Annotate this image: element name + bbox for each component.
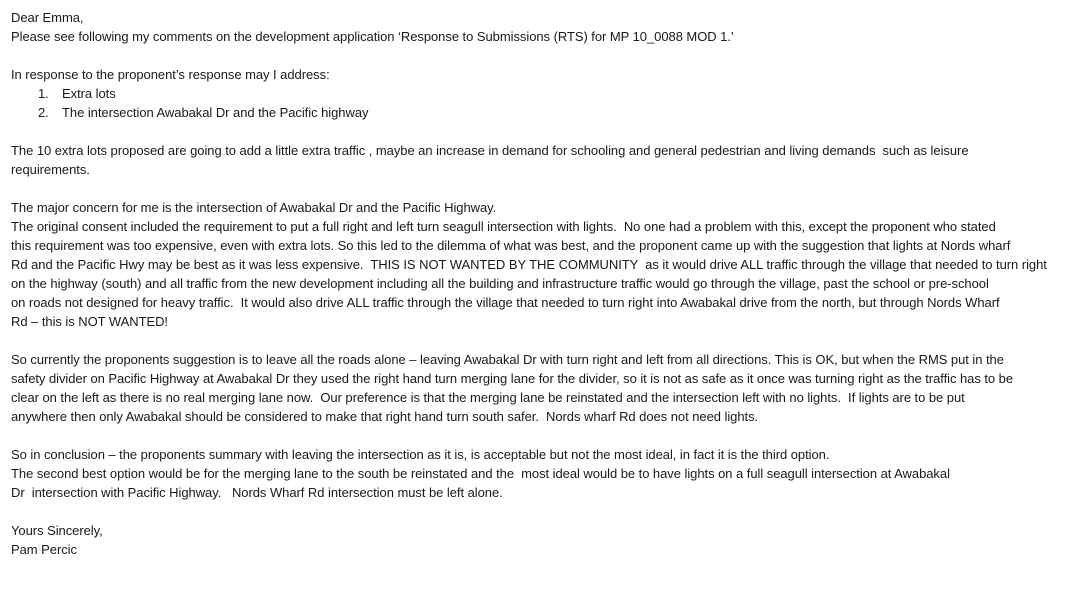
text-line: requirements. — [11, 162, 90, 177]
text-line: The major concern for me is the intersection of Awabakal Dr and the Pacific Highway. — [11, 200, 497, 215]
major-concern-paragraph — [11, 198, 1073, 331]
current-suggestion-paragraph — [11, 350, 1073, 426]
text-line: clear on the left as there is no real merging lane now. Our preference is that the merging lane be reinstated and the intersection left with no lights. If lights are to be put — [11, 390, 965, 405]
text-line: Pam Percic — [11, 542, 77, 557]
text-line: on the highway (south) and all traffic from the new development including all the building and infrastructure traffic would go through the village, past the school or pre-school — [11, 276, 989, 291]
text-line: So in conclusion – the proponents summary with leaving the intersection as it is, is acceptable but not the most ideal, in fact it is the third option. — [11, 447, 830, 462]
conclusion-paragraph — [11, 445, 1073, 502]
list-item-text: The intersection Awabakal Dr and the Pacific highway — [62, 105, 369, 120]
list-item — [11, 84, 1073, 103]
list-item-number: 2. — [38, 105, 49, 120]
text-line: The 10 extra lots proposed are going to add a little extra traffic , maybe an increase in demand for schooling and general pedestrian and living demands such as leisure — [11, 143, 969, 158]
text-line: The original consent included the requirement to put a full right and left turn seagull intersection with lights. No one had a problem with this, except the proponent who stated — [11, 219, 996, 234]
greeting-and-intro — [11, 8, 1073, 46]
text-line: anywhere then only Awabakal should be considered to make that right hand turn south safer. Nords wharf Rd does not need lights. — [11, 409, 759, 424]
text-line: Rd – this is NOT WANTED! — [11, 314, 168, 329]
list-item-number: 1. — [38, 86, 49, 101]
text-line: on roads not designed for heavy traffic. It would also drive ALL traffic through the village that needed to turn right into Awabakal drive from the north, but through Nords Wharf — [11, 295, 1000, 310]
text-line: Dear Emma, — [11, 10, 84, 25]
text-line: this requirement was too expensive, even with extra lots. So this led to the dilemma of what was best, and the proponent came up with the suggestion that lights at Nords wharf — [11, 238, 1011, 253]
extra-lots-paragraph — [11, 141, 1073, 179]
text-line: Please see following my comments on the development application ‘Response to Submissions (RTS) for MP 10_0088 MOD 1.’ — [11, 29, 734, 44]
signature-block — [11, 521, 1073, 559]
list-item-text: Extra lots — [62, 86, 116, 101]
text-line: Rd and the Pacific Hwy may be best as it was less expensive. THIS IS NOT WANTED BY THE COMMUNITY as it would drive ALL traffic through the village that needed to turn right — [11, 257, 1047, 272]
list-item — [11, 103, 1073, 122]
text-line: Dr intersection with Pacific Highway. Nords Wharf Rd intersection must be left alone. — [11, 485, 503, 500]
list-intro-line: In response to the proponent’s response may I address: — [11, 67, 330, 82]
text-line: safety divider on Pacific Highway at Awabakal Dr they used the right hand turn merging lane for the divider, so it is not as safe as it once was turning right as the traffic has to be — [11, 371, 1014, 386]
text-line: Yours Sincerely, — [11, 523, 103, 538]
text-line: So currently the proponents suggestion is to leave all the roads alone – leaving Awabakal Dr with turn right and left from all directions. This is OK, but when the RMS put in the — [11, 352, 1004, 367]
text-line: The second best option would be for the merging lane to the south be reinstated and the most ideal would be to have lights on a full seagull intersection at Awabakal — [11, 466, 950, 481]
topics-list — [11, 65, 1073, 122]
